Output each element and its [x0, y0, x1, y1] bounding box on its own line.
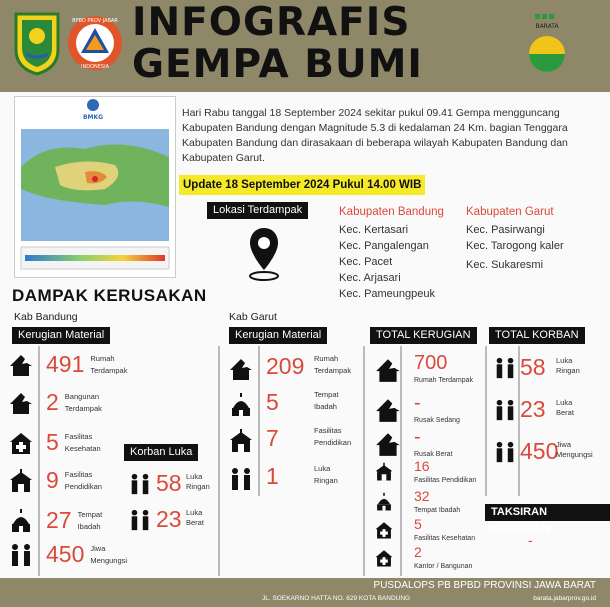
- footer-org: PUSDALOPS PB BPBD PROVINSI JAWA BARAT: [373, 580, 596, 591]
- stat-value: 27: [46, 507, 72, 533]
- kab-bandung-list: [339, 204, 444, 302]
- mosque-icon: [374, 492, 394, 512]
- list-item: Kec. Pacet: [339, 256, 393, 268]
- stat-label: Fasilitas Kesehatan: [414, 535, 476, 542]
- people-icon: [128, 508, 152, 532]
- broken-icon: [228, 356, 254, 382]
- stat-label: Ringan: [556, 366, 580, 375]
- taksiran-label: TAKSIRAN KERUGIAN: [485, 504, 610, 521]
- stat-label: Kesehatan: [64, 444, 101, 453]
- stat-value: -: [414, 426, 421, 448]
- stat-label: Bangunan: [64, 392, 99, 401]
- svg-text:BMKG: BMKG: [82, 114, 104, 121]
- stat-label: Rumah Terdampak: [414, 377, 474, 384]
- divider: [485, 346, 487, 496]
- location-pin-icon: [247, 226, 281, 282]
- stat-label: Rusak Sedang: [414, 417, 460, 424]
- bpbd-logo: [66, 10, 124, 76]
- footer-address: JL. SOEKARNO HATTA NO. 629 KOTA BANDUNG: [262, 595, 411, 602]
- stat-label: Fasilitas: [314, 426, 342, 435]
- stat-value: 9: [46, 467, 59, 493]
- broken-icon: [374, 356, 402, 384]
- people-icon: [128, 472, 152, 496]
- svg-text:BARATA: BARATA: [535, 23, 559, 30]
- stat-label: Ringan: [314, 476, 338, 485]
- stat-label: Ringan: [186, 482, 210, 491]
- footer-web: barata.jabarprov.go.id: [533, 595, 596, 602]
- people-icon: [8, 542, 34, 568]
- people-icon: [228, 466, 254, 492]
- list-item: Kec. Pangalengan: [339, 240, 429, 252]
- stat-value: 5: [266, 389, 279, 415]
- kab-bandung-heading: Kabupaten Bandung: [339, 206, 444, 218]
- divider: [258, 346, 260, 496]
- stat-value: 58: [520, 354, 546, 380]
- stat-value: 1: [266, 463, 279, 489]
- divider: [218, 346, 220, 576]
- divider: [363, 346, 365, 576]
- stat-label: Luka: [186, 472, 203, 481]
- stat-value: 16: [414, 458, 430, 474]
- stat-value: 700: [414, 352, 448, 374]
- stat-label: Rumah: [314, 354, 339, 363]
- list-item: Kec. Tarogong kaler: [466, 240, 564, 252]
- stat-value: 491: [46, 351, 85, 377]
- earthquake-map: [14, 96, 176, 278]
- stat-label: Jiwa: [556, 440, 572, 449]
- broken-icon: [8, 352, 34, 378]
- list-item: Kec. Pameungpeuk: [339, 288, 436, 300]
- stat-label: Ibadah: [314, 402, 337, 411]
- dampak-title: DAMPAK KERUSAKAN: [12, 286, 207, 305]
- svg-text:INDONESIA: INDONESIA: [81, 64, 109, 70]
- mosque-icon: [8, 508, 34, 534]
- people-icon: [493, 440, 517, 464]
- stat-label: Mengungsi: [90, 556, 128, 565]
- stat-label: Kantor / Bangunan: [414, 563, 473, 570]
- health-icon: [374, 548, 394, 568]
- school-icon: [228, 428, 254, 454]
- stat-label: Fasilitas: [64, 432, 93, 441]
- health-icon: [8, 430, 34, 456]
- stat-value: 23: [156, 506, 182, 532]
- stat-value: 5: [46, 429, 59, 455]
- intro-paragraph: Hari Rabu tanggal 18 September 2024 sekitar pukul 09.41 Gempa mengguncang Kabupaten Bandung dengan Magnitude 5.3 di kedalaman 24 Km. bagian Tenggara Kabupaten Bandung dan dirasakaan di beberapa wilayah Kabupaten Bandung dan Kabupaten Garut.: [182, 107, 568, 164]
- school-icon: [374, 462, 394, 482]
- stat-value: 32: [414, 488, 430, 504]
- total-kerugian-label: TOTAL KERUGIAN: [370, 327, 477, 344]
- garut-kerugian-label: Kerugian Material: [229, 327, 327, 344]
- total-korban-label: TOTAL KORBAN: [489, 327, 585, 344]
- stat-value: 450: [46, 541, 85, 567]
- stat-label: Mengungsi: [556, 450, 593, 459]
- stat-value: -: [414, 392, 421, 414]
- stat-label: Pendidikan: [64, 482, 102, 491]
- stat-value: 7: [266, 425, 279, 451]
- bandung-kerugian-label: Kerugian Material: [12, 327, 110, 344]
- mosque-icon: [228, 392, 254, 418]
- barata-logo: [521, 12, 573, 74]
- footer: [0, 578, 610, 607]
- stat-label: Berat: [556, 408, 574, 417]
- broken-icon: [8, 390, 34, 416]
- stat-label: Fasilitas Pendidikan: [414, 477, 477, 484]
- kab-garut-heading: Kabupaten Garut: [466, 206, 554, 218]
- stat-label: Tempat: [77, 510, 103, 519]
- stat-label: Rusak Berat: [414, 451, 453, 458]
- list-item: Kec. Kertasari: [339, 224, 409, 236]
- list-item: Kec. Sukaresmi: [466, 259, 544, 271]
- stat-label: Terdampak: [64, 404, 102, 413]
- list-item: Kec. Pasirwangi: [466, 224, 545, 236]
- stat-label: Rumah: [90, 354, 115, 363]
- health-icon: [374, 520, 394, 540]
- stat-value: 2: [414, 544, 422, 560]
- stat-label: Berat: [186, 518, 204, 527]
- kab-garut-sub: Kab Garut: [229, 311, 277, 323]
- stat-value: 2: [46, 389, 59, 415]
- broken-icon: [374, 430, 402, 458]
- jabar-shield-logo: [12, 10, 62, 76]
- stat-label: Luka: [314, 464, 331, 473]
- kab-garut-list: [466, 204, 564, 273]
- lokasi-label: Lokasi Terdampak: [207, 202, 308, 219]
- stat-label: Fasilitas: [64, 470, 93, 479]
- stat-value: 450: [520, 438, 559, 464]
- stat-label: Terdampak: [90, 366, 128, 375]
- page-title: INFOGRAFIS GEMPA BUMI: [132, 0, 423, 87]
- taksiran-value: -: [528, 532, 533, 548]
- stat-label: Ibadah: [77, 522, 101, 531]
- stat-label: Jiwa: [90, 544, 106, 553]
- kab-bandung-sub: Kab Bandung: [14, 311, 78, 323]
- korban-luka-label: Korban Luka: [124, 444, 198, 461]
- stat-value: 58: [156, 470, 182, 496]
- list-item: Kec. Arjasari: [339, 272, 401, 284]
- stat-label: Tempat: [314, 390, 339, 399]
- divider: [38, 346, 40, 576]
- stat-label: Terdampak: [314, 366, 352, 375]
- stat-value: 209: [266, 353, 305, 379]
- school-icon: [8, 468, 34, 494]
- stat-value: 23: [520, 396, 546, 422]
- update-banner: Update 18 September 2024 Pukul 14.00 WIB: [179, 175, 425, 195]
- people-icon: [493, 398, 517, 422]
- stat-label: Luka: [556, 398, 573, 407]
- people-icon: [493, 356, 517, 380]
- broken-icon: [374, 396, 402, 424]
- stat-value: 5: [414, 516, 422, 532]
- stat-label: Pendidikan: [314, 438, 352, 447]
- stat-label: Luka: [556, 356, 573, 365]
- stat-label: Tempat Ibadah: [414, 507, 461, 514]
- stat-label: Luka: [186, 508, 203, 517]
- svg-text:BPBD PROV JABAR: BPBD PROV JABAR: [72, 18, 118, 24]
